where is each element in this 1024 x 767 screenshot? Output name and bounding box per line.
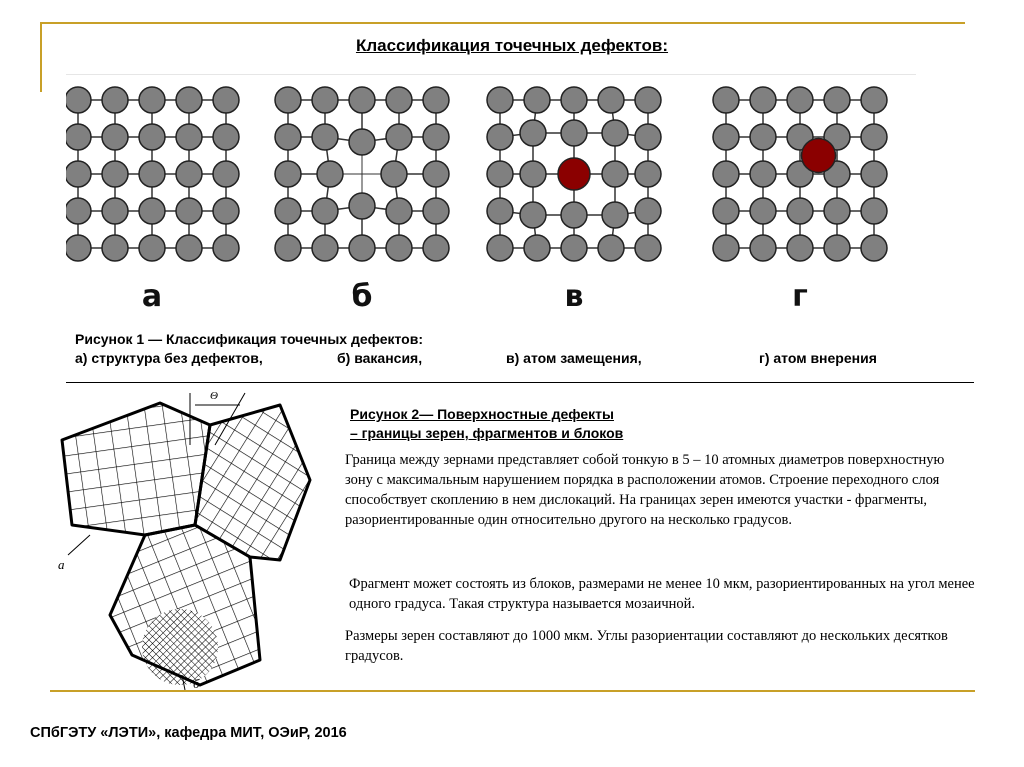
- lattice-atom: [275, 124, 301, 150]
- lattice-atom: [317, 161, 343, 187]
- point-defects-figure: [66, 74, 926, 324]
- lattice-atom: [349, 193, 375, 219]
- top-rule: [40, 22, 965, 24]
- lattice-atom: [861, 124, 887, 150]
- lattice-atom: [66, 124, 91, 150]
- lattice-atom: [713, 235, 739, 261]
- label-b: б: [193, 676, 200, 690]
- lattice-atom: [598, 235, 624, 261]
- lattice-atom: [635, 161, 661, 187]
- lattice-atom: [176, 235, 202, 261]
- lattice-atom: [213, 235, 239, 261]
- lattice-atom: [787, 87, 813, 113]
- figure1-caption-items: [75, 349, 955, 368]
- grain-boundaries-figure: [50, 385, 340, 690]
- lattice-atom: [861, 235, 887, 261]
- lattice-atom: [213, 124, 239, 150]
- paragraph-grain-size: Размеры зерен составляют до 1000 мкм. Углы разориентации составляют до нескольких десятков градусов.: [345, 628, 948, 664]
- lattice-atom: [423, 161, 449, 187]
- lattice-atom: [824, 235, 850, 261]
- lattice-atom: [381, 161, 407, 187]
- lattice-atom: [139, 124, 165, 150]
- lattice-atom: [139, 161, 165, 187]
- lattice-atom: [102, 124, 128, 150]
- section-divider: [66, 382, 974, 383]
- lattice-atom: [861, 161, 887, 187]
- lattice-atom: [275, 198, 301, 224]
- slide-title: Классификация точечных дефектов:: [355, 36, 669, 55]
- lattice-atom: [275, 87, 301, 113]
- lattice-atom: [598, 87, 624, 113]
- lattice-atom: [713, 198, 739, 224]
- caption-item-b: б) вакансия,: [337, 350, 423, 366]
- lattice-atom: [713, 87, 739, 113]
- lattice-atom: [386, 124, 412, 150]
- lattice-atom: [66, 235, 91, 261]
- lattice-atom: [139, 87, 165, 113]
- lattice-atom: [66, 161, 91, 187]
- figure2-caption: [350, 405, 623, 443]
- lattice-atom: [386, 87, 412, 113]
- lattice-atom: [176, 124, 202, 150]
- lattice-atom: [524, 87, 550, 113]
- caption-item-d: г) атом внерения: [759, 350, 877, 366]
- panel-label-1: б: [351, 279, 373, 314]
- lattice-atom: [102, 235, 128, 261]
- lattice-atom: [423, 235, 449, 261]
- panel-label-3: г: [792, 279, 808, 314]
- lattice-atom: [176, 198, 202, 224]
- paragraph-grain-boundary: Граница между зернами представляет собой тонкую в 5 – 10 атомных диаметров поверхностную зону с максимальным нарушением порядка в расположении атомов. Строение переходного слоя способствует скоплению в нем дислокаций. На границах зерен имеются участки - фрагменты, разориентированные один относительно другого на несколько градусов.: [345, 452, 945, 528]
- lattice-atom: [561, 202, 587, 228]
- lattice-atom: [139, 198, 165, 224]
- lattice-atom: [787, 198, 813, 224]
- lattice-atom: [349, 87, 375, 113]
- lattice-atom: [66, 87, 91, 113]
- lattice-atom: [386, 198, 412, 224]
- lattice-atom: [487, 198, 513, 224]
- figure2-caption-line2: – границы зерен, фрагментов и блоков: [350, 425, 624, 441]
- lattice-atom: [824, 87, 850, 113]
- left-rule: [40, 22, 42, 92]
- lattice-atom: [635, 198, 661, 224]
- lattice-atom: [713, 124, 739, 150]
- panel-label-0: а: [141, 279, 163, 314]
- lattice-atom: [487, 235, 513, 261]
- lattice-atom: [750, 198, 776, 224]
- lattice-atom: [635, 87, 661, 113]
- lattice-atom: [102, 161, 128, 187]
- lattice-atom: [312, 87, 338, 113]
- lattice-atom: [312, 124, 338, 150]
- lattice-atom: [349, 129, 375, 155]
- lattice-atom: [176, 161, 202, 187]
- lattice-atom: [66, 198, 91, 224]
- lattice-atom: [213, 161, 239, 187]
- lattice-atom: [635, 235, 661, 261]
- lattice-atom: [275, 235, 301, 261]
- lattice-atom: [524, 235, 550, 261]
- lattice-atom: [635, 124, 661, 150]
- paragraph-fragment: Фрагмент может состоять из блоков, размерами не менее 10 мкм, разориентированных на угол менее одного градуса. Такая структура называется мозаичной.: [349, 576, 975, 612]
- lattice-atom: [561, 120, 587, 146]
- lattice-atom: [602, 120, 628, 146]
- lattice-atom: [102, 198, 128, 224]
- lattice-atom: [750, 161, 776, 187]
- lattice-atom: [487, 87, 513, 113]
- figure1-caption: [75, 330, 955, 368]
- lattice-atom: [561, 235, 587, 261]
- lattice-atom: [312, 235, 338, 261]
- caption-item-c: в) атом замещения,: [506, 350, 642, 366]
- theta-label: Θ: [210, 390, 218, 402]
- label-a: а: [58, 557, 65, 572]
- caption-item-a: а) структура без дефектов,: [75, 350, 263, 366]
- lattice-atom: [213, 198, 239, 224]
- panel-label-2: в: [564, 279, 584, 314]
- lattice-atom: [861, 87, 887, 113]
- lattice-atom: [787, 235, 813, 261]
- interstitial-atom: [802, 139, 836, 173]
- lattice-atom: [487, 124, 513, 150]
- lattice-atom: [824, 198, 850, 224]
- lattice-atom: [213, 87, 239, 113]
- lattice-atom: [713, 161, 739, 187]
- lattice-atom: [520, 202, 546, 228]
- lattice-atom: [861, 198, 887, 224]
- lattice-atom: [423, 87, 449, 113]
- lattice-atom: [176, 87, 202, 113]
- lattice-atom: [602, 161, 628, 187]
- lattice-atom: [602, 202, 628, 228]
- lattice-atom: [487, 161, 513, 187]
- figure1-caption-title: Рисунок 1 — Классификация точечных дефектов:: [75, 331, 423, 347]
- substitution-atom: [558, 158, 590, 190]
- lattice-atom: [561, 87, 587, 113]
- lattice-atom: [139, 235, 165, 261]
- figure2-caption-line1: Рисунок 2— Поверхностные дефекты: [350, 406, 614, 422]
- lattice-atom: [520, 120, 546, 146]
- lattice-atom: [275, 161, 301, 187]
- footer-text: СПбГЭТУ «ЛЭТИ», кафедра МИТ, ОЭиР, 2016: [30, 725, 347, 741]
- lattice-atom: [423, 198, 449, 224]
- lattice-atom: [750, 124, 776, 150]
- lattice-atom: [520, 161, 546, 187]
- lattice-atom: [750, 235, 776, 261]
- lattice-atom: [423, 124, 449, 150]
- lattice-atom: [386, 235, 412, 261]
- bottom-rule: [50, 690, 975, 692]
- lattice-atom: [312, 198, 338, 224]
- lattice-atom: [750, 87, 776, 113]
- lattice-atom: [102, 87, 128, 113]
- lattice-atom: [349, 235, 375, 261]
